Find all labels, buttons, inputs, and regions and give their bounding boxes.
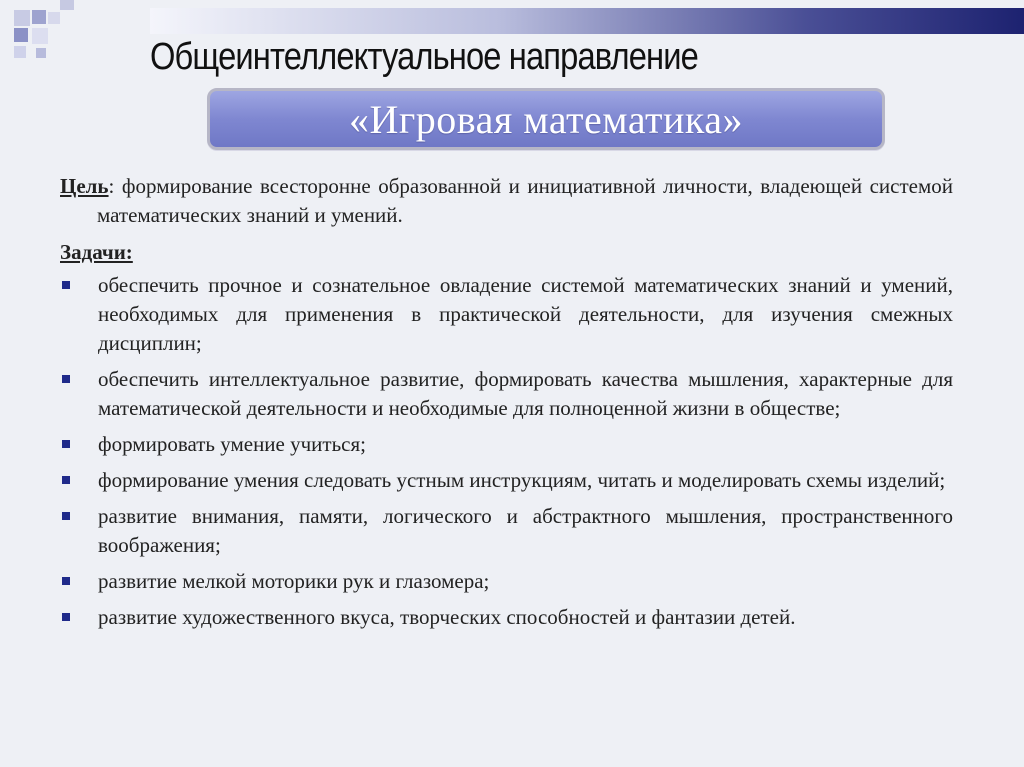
list-item [60,567,953,596]
goal-label: Цель [60,174,109,198]
task-text: формирование умения следовать устным инструкциям, читать и моделировать схемы изделий; [98,468,946,492]
list-item [60,430,953,459]
task-text: развитие художественного вкуса, творческих способностей и фантазии детей. [98,605,796,629]
slide-content [60,172,953,639]
list-item [60,502,953,560]
decor-square [60,0,74,10]
subtitle-text: «Игровая математика» [348,96,744,142]
task-text: развитие внимания, памяти, логического и абстрактного мышления, пространственного воображения; [98,504,953,557]
list-item [60,365,953,423]
decor-square [14,28,28,42]
task-text: обеспечить прочное и сознательное овладение системой математических знаний и умений, необходимых для применения в практической деятельности, для изучения смежных дисциплин; [98,273,953,355]
title-gradient-bar [150,8,1024,34]
page-title: Общеинтеллектуальное направление [150,36,698,78]
square-bullet-icon [62,577,70,585]
decor-square [14,46,26,58]
subtitle-banner [207,88,885,150]
list-item [60,603,953,632]
decor-square [36,48,46,58]
list-item [60,271,953,358]
square-bullet-icon [62,375,70,383]
square-bullet-icon [62,613,70,621]
goal-text: формирование всесторонне образованной и инициативной личности, владеющей системой математических знаний и умений. [97,174,953,227]
decor-square [32,10,46,24]
tasks-list [60,271,953,632]
list-item [60,466,953,495]
task-text: обеспечить интеллектуальное развитие, формировать качества мышления, характерные для математической деятельности и необходимые для полноценной жизни в обществе; [98,367,953,420]
square-bullet-icon [62,440,70,448]
task-text: развитие мелкой моторики рук и глазомера; [98,569,490,593]
decor-square [48,12,60,24]
square-bullet-icon [62,512,70,520]
square-bullet-icon [62,476,70,484]
decor-square [32,28,48,44]
square-bullet-icon [62,281,70,289]
tasks-heading: Задачи: [60,240,133,264]
goal-paragraph: Цель: формирование всесторонне образованной и инициативной личности, владеющей системой математических знаний и умений. [60,174,953,227]
task-text: формировать умение учиться; [98,432,366,456]
decor-square [14,10,30,26]
